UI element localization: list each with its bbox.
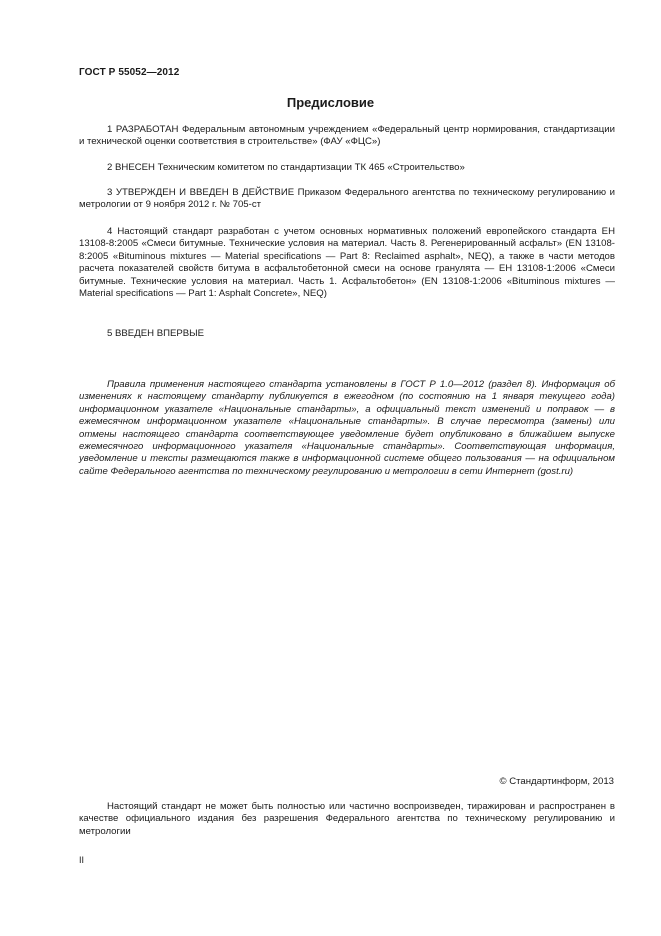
page-number: II xyxy=(79,855,85,865)
foreword-item-1: 1 РАЗРАБОТАН Федеральным автономным учреждением «Федеральный центр нормирования, стандартизации и технической оценки соответствия в строительстве» (ФАУ «ФЦС») xyxy=(79,124,615,148)
page-title: Предисловие xyxy=(286,95,375,110)
foreword-item-3: 3 УТВЕРЖДЕН И ВВЕДЕН В ДЕЙСТВИЕ Приказом Федерального агентства по техническому регулированию и метрологии от 9 ноября 2012 г. № 705-ст xyxy=(79,187,615,211)
foreword-item-2: 2 ВНЕСЕН Техническим комитетом по стандартизации ТК 465 «Строительство» xyxy=(107,162,465,173)
copyright-line: © Стандартинформ, 2013 xyxy=(499,776,614,787)
reproduction-notice: Настоящий стандарт не может быть полностью или частично воспроизведен, тиражирован и распространен в качестве официального издания без разрешения Федерального агентства по техническому регулированию и метрологии xyxy=(79,801,615,837)
foreword-item-4: 4 Настоящий стандарт разработан с учетом основных нормативных положений европейского стандарта ЕН 13108-8:2005 «Смеси битумные. Технические условия на материал. Часть 8. Регенерированный асфальт» (EN 13108-8:2005 «Bituminous mixtures — Material specifications — Part 8: Reclaimed asphalt», NEQ), а также в части методов расчета показателей свойств битума в асфальтобетонной смеси на основе гранулята — ЕН 13108-1:2006 «Смеси битумные. Технические условия на материал. Часть 1. Асфальтобетон» (EN 13108-1:2006 «Bituminous mixtures — Material specifications — Part 1: Asphalt Concrete», NEQ) xyxy=(79,226,615,300)
foreword-item-5: 5 ВВЕДЕН ВПЕРВЫЕ xyxy=(107,328,205,339)
document-header-code: ГОСТ Р 55052—2012 xyxy=(79,67,180,78)
application-rules-notice: Правила применения настоящего стандарта установлены в ГОСТ Р 1.0—2012 (раздел 8). Информация об изменениях к настоящему стандарту публикуется в ежегодном (по состоянию на 1 января текущего года) информационном указателе «Национальные стандарты», а официальный текст изменений и поправок — в ежемесячном информационном указателе «Национальные стандарты». В случае пересмотра (замены) или отмены настоящего стандарта соответствующее уведомление будет опубликовано в ближайшем выпуске ежемесячного информационного указателя «Национальные стандарты». Соответствующая информация, уведомление и тексты размещаются также в информационной системе общего пользования — на официальном сайте Федерального агентства по техническому регулированию и метрологии в сети Интернет (gost.ru) xyxy=(79,379,615,477)
